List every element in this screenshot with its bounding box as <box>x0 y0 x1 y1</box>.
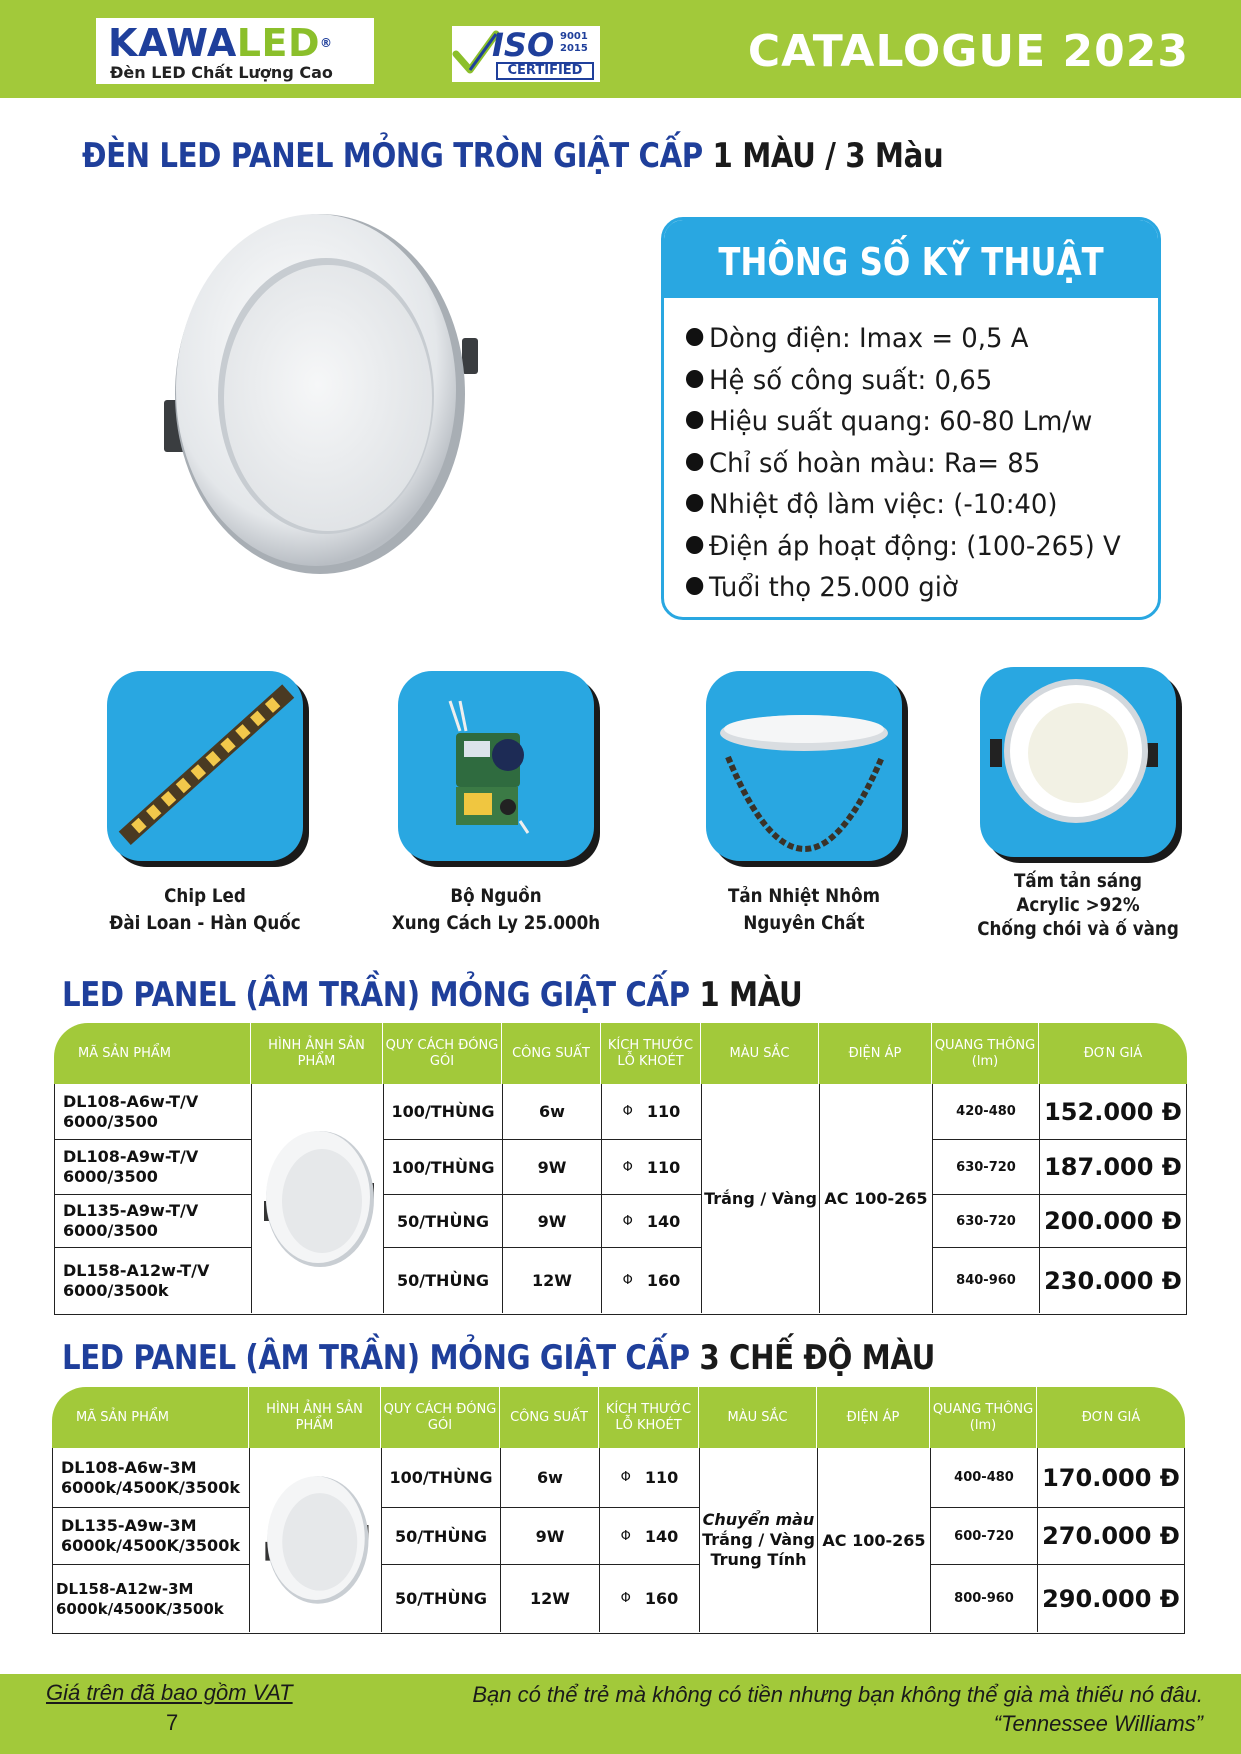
spec-item <box>686 360 1121 402</box>
brand-wordmark <box>108 22 332 64</box>
table-row-code: DL135-A9w-T/V 6000/3500 <box>55 1195 252 1248</box>
cell-power: 6w <box>501 1448 600 1508</box>
iso-badge <box>452 26 600 82</box>
iso-certified-label: CERTIFIED <box>496 62 594 80</box>
cell-power: 9W <box>501 1508 600 1565</box>
table-row-code: DL135-A9w-3M 6000k/4500K/3500k <box>53 1508 250 1565</box>
footer-quote <box>472 1680 1203 1738</box>
table1-title-accent: 1 MÀU <box>699 975 803 1015</box>
spec-text: Hệ số công suất: 0,65 <box>709 364 993 396</box>
cell-price: 200.000 Đ <box>1040 1195 1186 1248</box>
spec-item <box>686 567 1121 609</box>
product-thumbnail <box>250 1448 382 1632</box>
table-header <box>52 1387 1185 1448</box>
table-row-code: DL158-A12w-3M 6000k/4500K/3500k <box>53 1565 250 1632</box>
col-header-image: HÌNH ẢNH SẢN PHẨM <box>251 1023 383 1084</box>
col-header-code: MÃ SẢN PHẨM <box>52 1387 249 1448</box>
caption-line: Tấm tản sáng <box>1013 870 1143 892</box>
spec-text: Dòng điện: Imax = 0,5 A <box>709 323 1029 354</box>
col-header-volt: ĐIỆN ÁP <box>817 1387 930 1448</box>
color-mode-label: Chuyển màu <box>702 1510 815 1529</box>
caption-line: Xung Cách Ly 25.000h <box>391 912 601 934</box>
table1-title <box>62 975 802 1015</box>
bullet-icon <box>686 328 703 346</box>
specs-panel <box>661 217 1161 620</box>
vat-note: Giá trên đã bao gồm VAT <box>46 1680 293 1705</box>
diameter-icon: Φ <box>622 1159 633 1175</box>
cell-price: 152.000 Đ <box>1040 1084 1186 1140</box>
bullet-icon <box>686 453 703 471</box>
col-header-image: HÌNH ẢNH SẢN PHẨM <box>249 1387 381 1448</box>
feature-caption <box>75 883 335 937</box>
heat-sink-image <box>706 671 902 861</box>
price-table-single-color <box>54 1023 1187 1315</box>
specs-title: THÔNG SỐ KỸ THUẬT <box>718 240 1104 284</box>
cell-lumen: 600-720 <box>931 1508 1038 1565</box>
table2-title-text: LED PANEL (ÂM TRẦN) MỎNG GIẬT CẤP <box>62 1338 690 1378</box>
brand-tagline: Đèn LED Chất Lượng Cao <box>110 63 333 82</box>
cell-voltage: AC 100-265 <box>820 1084 933 1313</box>
col-header-power: CÔNG SUẤT <box>500 1387 599 1448</box>
cell-color: Trắng / Vàng <box>702 1084 820 1313</box>
table2-title <box>62 1338 935 1378</box>
cell-power: 12W <box>503 1248 602 1313</box>
cell-lumen: 420-480 <box>933 1084 1040 1140</box>
cell-price: 230.000 Đ <box>1044 1266 1182 1295</box>
col-header-price: ĐƠN GIÁ <box>1081 1409 1141 1425</box>
cell-pack: 50/THÙNG <box>382 1508 501 1565</box>
diameter-icon: Φ <box>622 1273 633 1288</box>
specs-header <box>664 220 1158 298</box>
cell-lumen: 400-480 <box>931 1448 1038 1508</box>
col-header-code: MÃ SẢN PHẨM <box>54 1023 251 1084</box>
col-header-lumen: QUANG THÔNG (lm) <box>932 1023 1039 1084</box>
feature-caption <box>366 883 626 937</box>
cell-hole: Φ 110 <box>602 1140 702 1195</box>
table-row-code: DL158-A12w-T/V 6000/3500k <box>55 1248 252 1313</box>
spec-item <box>686 318 1121 360</box>
page-header <box>0 0 1241 98</box>
col-header-color: MÀU SẮC <box>701 1023 819 1084</box>
caption-line: Acrylic >92% <box>1016 894 1140 916</box>
spec-item <box>686 401 1121 443</box>
diameter-icon: Φ <box>620 1528 631 1544</box>
color-option: Trắng / Vàng <box>702 1530 815 1549</box>
cell-price: 270.000 Đ <box>1038 1508 1184 1565</box>
quote-text: Bạn có thể trẻ mà không có tiền nhưng bạn không thể già mà thiếu nó đâu. <box>472 1682 1203 1707</box>
feature-diffuser <box>977 667 1179 940</box>
spec-text: Tuổi thọ 25.000 giờ <box>709 572 958 603</box>
cell-pack: 50/THÙNG <box>382 1565 501 1632</box>
diameter-icon: Φ <box>620 1591 631 1606</box>
chip-led-image <box>107 671 303 861</box>
spec-text: Điện áp hoạt động: (100-265) V <box>709 530 1121 562</box>
table-row-code: DL108-A6w-T/V 6000/3500 <box>55 1084 252 1140</box>
col-header-lumen: QUANG THÔNG (lm) <box>930 1387 1037 1448</box>
quote-author: “Tennessee Williams” <box>993 1711 1203 1736</box>
main-title-text: ĐÈN LED PANEL MỎNG TRÒN GIẬT CẤP <box>82 136 703 176</box>
spec-item <box>686 484 1121 526</box>
caption-line: Tản Nhiệt Nhôm <box>727 885 880 907</box>
col-header-price: ĐƠN GIÁ <box>1083 1045 1143 1061</box>
spec-item <box>686 443 1121 485</box>
spec-text: Chỉ số hoàn màu: Ra= 85 <box>709 447 1041 479</box>
product-thumbnail <box>252 1084 384 1313</box>
table2-title-accent: 3 CHẾ ĐỘ MÀU <box>699 1338 935 1378</box>
brand-led: LED <box>236 21 320 65</box>
col-header-hole: KÍCH THƯỚC LỖ KHOÉT <box>601 1023 701 1084</box>
caption-line: Bộ Nguồn <box>450 885 542 907</box>
page-number: 7 <box>166 1710 179 1735</box>
diameter-icon: Φ <box>622 1213 633 1229</box>
cell-pack: 50/THÙNG <box>384 1248 503 1313</box>
brand-logo <box>96 18 374 84</box>
col-header-volt: ĐIỆN ÁP <box>819 1023 932 1084</box>
power-supply-image <box>398 671 594 861</box>
cell-price: 290.000 Đ <box>1042 1584 1180 1613</box>
col-header-hole: KÍCH THƯỚC LỖ KHOÉT <box>599 1387 699 1448</box>
cell-lumen: 800-960 <box>931 1565 1038 1632</box>
caption-line: Chip Led <box>164 885 246 907</box>
bullet-icon <box>686 536 703 554</box>
page-footer <box>0 1674 1241 1754</box>
catalogue-title: CATALOGUE 2023 <box>747 26 1189 77</box>
cell-color <box>700 1448 818 1632</box>
cell-power: 9W <box>503 1195 602 1248</box>
product-image <box>160 200 480 590</box>
price-table-three-color <box>52 1387 1185 1633</box>
table-body <box>54 1084 1187 1315</box>
table-row-code: DL108-A9w-T/V 6000/3500 <box>55 1140 252 1195</box>
caption-line: Chống chói và ố vàng <box>977 918 1179 940</box>
cell-lumen: 630-720 <box>933 1195 1040 1248</box>
feature-caption <box>674 883 934 937</box>
cell-price: 187.000 Đ <box>1040 1140 1186 1195</box>
col-header-color: MÀU SẮC <box>699 1387 817 1448</box>
specs-list <box>686 318 1139 609</box>
cell-pack: 50/THÙNG <box>384 1195 503 1248</box>
bullet-icon <box>686 577 703 595</box>
table1-title-text: LED PANEL (ÂM TRẦN) MỎNG GIẬT CẤP <box>62 975 690 1015</box>
caption-line: Đài Loan - Hàn Quốc <box>109 912 301 934</box>
bullet-icon <box>686 411 703 429</box>
main-title-accent: 1 MÀU / 3 Màu <box>712 136 944 176</box>
cell-pack: 100/THÙNG <box>384 1084 503 1140</box>
feature-heat-sink <box>706 671 902 934</box>
spec-text: Nhiệt độ làm việc: (-10:40) <box>709 489 1058 520</box>
cell-hole: Φ 110 <box>600 1448 700 1508</box>
cell-pack: 100/THÙNG <box>382 1448 501 1508</box>
col-header-pack: QUY CÁCH ĐÓNG GÓI <box>383 1023 502 1084</box>
table-header <box>54 1023 1187 1084</box>
cell-pack: 100/THÙNG <box>384 1140 503 1195</box>
diffuser-image <box>980 667 1176 857</box>
cell-lumen: 630-720 <box>933 1140 1040 1195</box>
caption-line: Nguyên Chất <box>743 912 865 934</box>
diameter-icon: Φ <box>620 1470 631 1485</box>
col-header-pack: QUY CÁCH ĐÓNG GÓI <box>381 1387 500 1448</box>
table-row-code: DL108-A6w-3M 6000k/4500K/3500k <box>53 1448 250 1508</box>
feature-chip-led <box>107 671 303 934</box>
cell-hole: Φ 140 <box>602 1195 702 1248</box>
feature-power-supply <box>391 671 601 934</box>
cell-hole: Φ 140 <box>600 1508 700 1565</box>
iso-mark: ISO <box>492 26 555 64</box>
bullet-icon <box>686 494 703 512</box>
registered-mark: ® <box>319 36 333 50</box>
diameter-icon: Φ <box>622 1104 633 1119</box>
cell-power: 9W <box>503 1140 602 1195</box>
bullet-icon <box>686 370 703 388</box>
spec-text: Hiệu suất quang: 60-80 Lm/w <box>709 406 1093 437</box>
cell-hole: Φ 160 <box>602 1248 702 1313</box>
color-option: Trung Tính <box>710 1550 807 1569</box>
feature-caption <box>948 869 1208 941</box>
table-body <box>52 1448 1185 1634</box>
cell-power: 6w <box>503 1084 602 1140</box>
iso-years: 9001 2015 <box>560 31 588 54</box>
cell-hole: Φ 110 <box>602 1084 702 1140</box>
main-title <box>82 136 943 176</box>
col-header-power: CÔNG SUẤT <box>502 1023 601 1084</box>
cell-lumen: 840-960 <box>933 1248 1040 1313</box>
cell-power: 12W <box>501 1565 600 1632</box>
cell-voltage: AC 100-265 <box>818 1448 931 1632</box>
cell-price: 170.000 Đ <box>1038 1448 1184 1508</box>
cell-hole: Φ 160 <box>600 1565 700 1632</box>
brand-kawa: KAWA <box>108 21 237 65</box>
spec-item <box>686 526 1121 568</box>
